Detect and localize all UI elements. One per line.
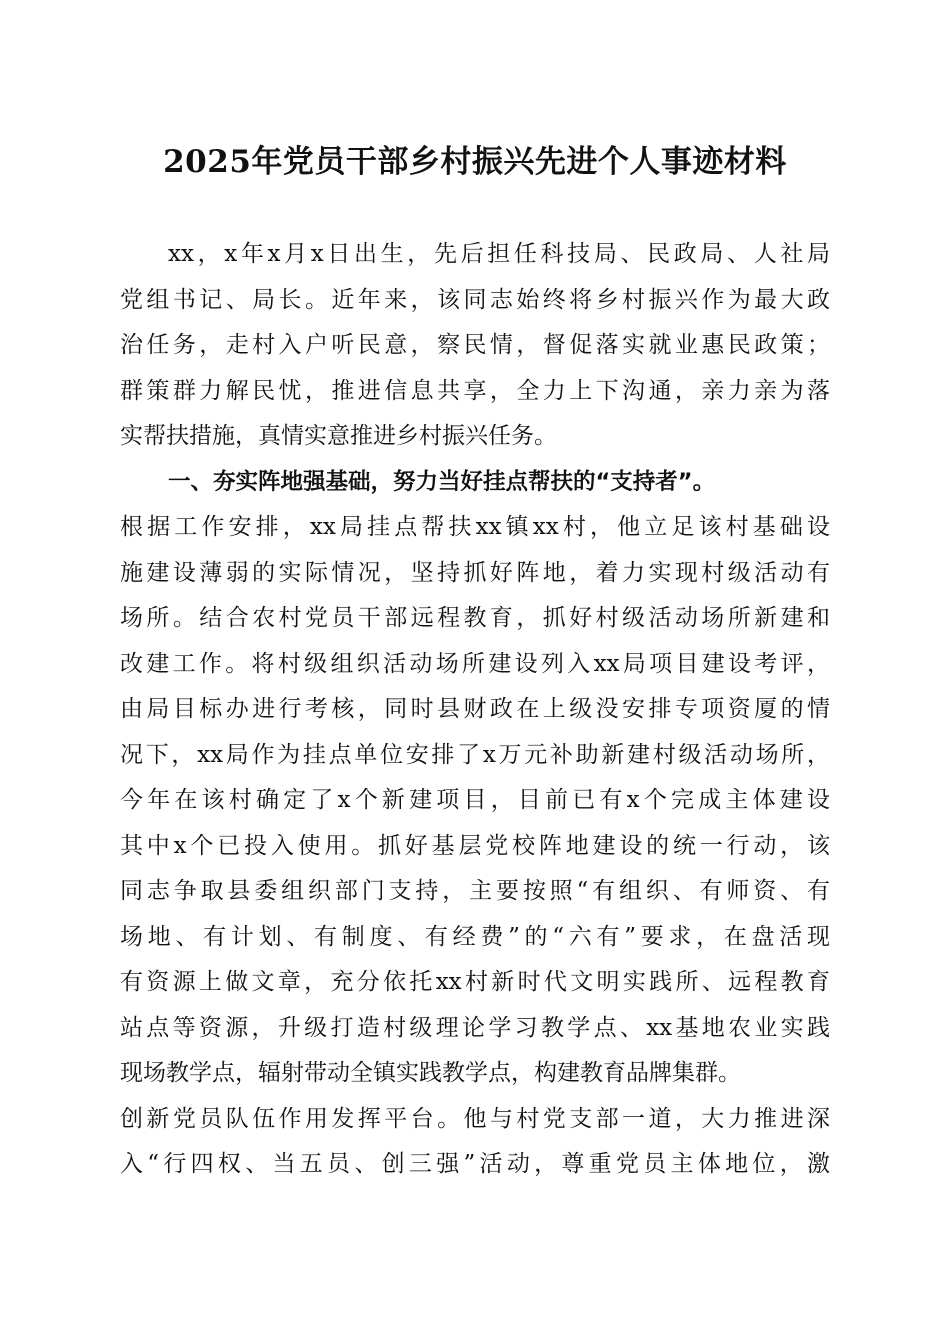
section-heading: 一、夯实阵地强基础，努力当好挂点帮扶的“支持者”。: [168, 468, 716, 495]
intro-line: 实帮扶措施，真情实意推进乡村振兴任务。: [120, 423, 557, 449]
section-line: 其中x个已投入使用。抓好基层党校阵地建设的统一行动，该: [120, 832, 830, 859]
section-line: 有资源上做文章，充分依托xx村新时代文明实践所、远程教育: [120, 969, 830, 995]
section-line: 场地、有计划、有制度、有经费”的“六有”要求，在盘活现: [120, 923, 830, 950]
section-line: 况下，xx局作为挂点单位安排了x万元补助新建村级活动场所，: [120, 741, 830, 768]
section-line: 入“行四权、当五员、创三强”活动，尊重党员主体地位，激: [120, 1151, 830, 1177]
document-title: 2025年党员干部乡村振兴先进个人事迹材料: [163, 144, 787, 180]
section-line: 创新党员队伍作用发挥平台。他与村党支部一道，大力推进深: [120, 1105, 830, 1132]
section-line: 站点等资源，升级打造村级理论学习教学点、xx基地农业实践: [120, 1014, 830, 1041]
section-line: 由局目标办进行考核，同时县财政在上级没安排专项资厦的情: [120, 696, 830, 722]
section-line: 现场教学点，辐射带动全镇实践教学点，构建教育品牌集群。: [120, 1060, 741, 1086]
intro-line: 群策群力解民忧，推进信息共享，全力上下沟通，亲力亲为落: [120, 377, 830, 404]
intro-line: xx，x年x月x日出生，先后担任科技局、民政局、人社局: [168, 241, 830, 267]
intro-line: 党组书记、局长。近年来，该同志始终将乡村振兴作为最大政: [120, 286, 830, 313]
section-line: 今年在该村确定了x个新建项目，目前已有x个完成主体建设: [120, 787, 830, 813]
section-line: 场所。结合农村党员干部远程教育，抓好村级活动场所新建和: [120, 605, 830, 631]
section-line: 同志争取县委组织部门支持，主要按照“有组织、有师资、有: [120, 878, 830, 904]
document-body: [120, 232, 830, 1188]
intro-line: 治任务，走村入户听民意，察民情，督促落实就业惠民政策；: [120, 332, 830, 358]
section-line: 施建设薄弱的实际情况，坚持抓好阵地，着力实现村级活动有: [120, 559, 830, 586]
section-line: 改建工作。将村级组织活动场所建设列入xx局项目建设考评，: [120, 650, 830, 677]
section-line: 根据工作安排，xx局挂点帮扶xx镇xx村，他立足该村基础设: [120, 514, 830, 540]
